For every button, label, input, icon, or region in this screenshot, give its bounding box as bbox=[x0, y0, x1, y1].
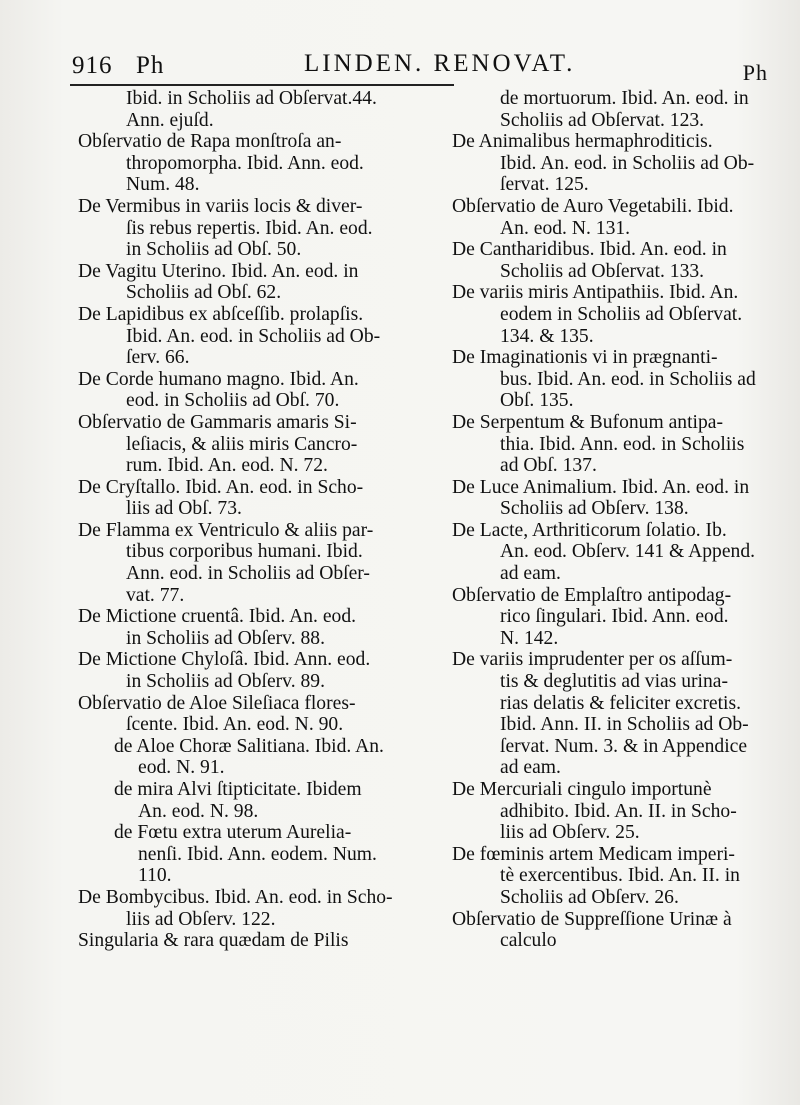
index-entry bbox=[452, 585, 788, 650]
entry-line: adhibito. Ibid. An. II. in Scho- bbox=[500, 800, 737, 822]
entry-line: De fœminis artem Medicam imperi- bbox=[452, 843, 735, 865]
entry-line: Ibid. Ann. II. in Scholiis ad Ob- bbox=[500, 714, 749, 736]
entry-line: de mortuorum. Ibid. An. eod. in bbox=[500, 88, 749, 109]
index-entry bbox=[78, 88, 450, 131]
index-entry bbox=[452, 779, 788, 844]
entry-line: tè exercentibus. Ibid. An. II. in bbox=[500, 865, 740, 887]
entry-line: Singularia & rara quædam de Pilis bbox=[78, 930, 349, 952]
entry-line: 134. & 135. bbox=[500, 325, 594, 347]
index-entry bbox=[78, 649, 450, 692]
entry-line: N. 142. bbox=[500, 627, 559, 649]
entry-line: thropomorpha. Ibid. Ann. eod. bbox=[126, 152, 364, 174]
header-rule bbox=[70, 84, 454, 86]
entry-line: Obſervatio de Suppreſſione Urinæ à bbox=[452, 908, 732, 930]
index-entry bbox=[452, 131, 788, 196]
entry-line: bus. Ibid. An. eod. in Scholiis ad bbox=[500, 368, 756, 390]
index-entry bbox=[452, 196, 788, 239]
index-entry bbox=[452, 239, 788, 282]
entry-line: liis ad Obſerv. 122. bbox=[126, 908, 276, 930]
index-entry bbox=[452, 347, 788, 412]
index-entry bbox=[452, 282, 788, 347]
section-abbreviation-left: Ph bbox=[136, 52, 165, 79]
page-header bbox=[72, 50, 782, 84]
entry-line: Obſervatio de Emplaſtro antipodag- bbox=[452, 584, 732, 606]
index-entry bbox=[78, 261, 450, 304]
index-entry bbox=[78, 693, 450, 736]
entry-line: liis ad Obſ. 73. bbox=[126, 498, 242, 520]
entry-line: rico ſingulari. Ibid. Ann. eod. bbox=[500, 606, 729, 628]
index-entry bbox=[452, 844, 788, 909]
entry-line: De Imaginationis vi in prægnanti- bbox=[452, 347, 718, 369]
entry-line: De Bombycibus. Ibid. An. eod. in Scho- bbox=[78, 886, 393, 908]
entry-line: calculo bbox=[500, 930, 557, 952]
entry-line: De Flamma ex Ventriculo & aliis par- bbox=[78, 519, 374, 541]
entry-line: Num. 48. bbox=[126, 174, 200, 196]
entry-line: de mira Alvi ſtipticitate. Ibidem bbox=[114, 779, 362, 800]
entry-line: Ibid. An. eod. in Scholiis ad Ob- bbox=[500, 152, 755, 174]
index-entry bbox=[78, 412, 450, 477]
entry-line: De variis imprudenter per os aſſum- bbox=[452, 649, 733, 671]
entry-line: Obſervatio de Rapa monſtroſa an- bbox=[78, 131, 342, 153]
entry-line: eod. in Scholiis ad Obſ. 70. bbox=[126, 390, 340, 412]
entry-line: ſis rebus repertis. Ibid. An. eod. bbox=[126, 217, 373, 239]
index-entry bbox=[452, 909, 788, 952]
entry-line: rum. Ibid. An. eod. N. 72. bbox=[126, 455, 328, 477]
entry-line: in Scholiis ad Obſ. 50. bbox=[126, 239, 302, 261]
index-entry bbox=[78, 822, 450, 887]
entry-line: Scholiis ad Obſ. 62. bbox=[126, 282, 282, 304]
section-abbreviation-right: Ph bbox=[742, 60, 768, 85]
index-entry bbox=[452, 520, 788, 585]
index-entry bbox=[78, 736, 450, 779]
index-entry bbox=[78, 196, 450, 261]
index-entry bbox=[78, 779, 450, 822]
entry-line: De Serpentum & Bufonum antipa- bbox=[452, 411, 723, 433]
entry-line: 110. bbox=[138, 865, 172, 887]
entry-line: thia. Ibid. Ann. eod. in Scholiis bbox=[500, 433, 745, 455]
index-entry bbox=[78, 304, 450, 369]
entry-line: De Vagitu Uterino. Ibid. An. eod. in bbox=[78, 260, 359, 282]
entry-line: Obſervatio de Gammaris amaris Si- bbox=[78, 411, 357, 433]
index-entry bbox=[78, 477, 450, 520]
entry-line: De Luce Animalium. Ibid. An. eod. in bbox=[452, 476, 750, 498]
entry-line: ad eam. bbox=[500, 563, 561, 585]
entry-line: Ann. ejuſd. bbox=[126, 109, 214, 131]
entry-line: Scholiis ad Obſervat. 133. bbox=[500, 260, 705, 282]
entry-line: Obſ. 135. bbox=[500, 390, 574, 412]
entry-line: De Cantharidibus. Ibid. An. eod. in bbox=[452, 239, 727, 261]
entry-line: eodem in Scholiis ad Obſervat. bbox=[500, 303, 743, 325]
entry-line: Scholiis ad Obſerv. 138. bbox=[500, 498, 689, 520]
left-column bbox=[78, 88, 450, 952]
entry-line: An. eod. Obſerv. 141 & Append. bbox=[500, 541, 756, 563]
running-title: LINDEN. RENOVAT. bbox=[304, 50, 576, 77]
entry-line: De Mercuriali cingulo importunè bbox=[452, 779, 712, 800]
index-entry bbox=[78, 369, 450, 412]
entry-line: Ibid. in Scholiis ad Obſervat.44. bbox=[126, 88, 377, 109]
entry-line: De Mictione cruentâ. Ibid. An. eod. bbox=[78, 606, 357, 628]
index-entry bbox=[452, 412, 788, 477]
entry-line: De Lapidibus ex abſceſſib. prolapſis. bbox=[78, 303, 364, 325]
entry-line: ſcente. Ibid. An. eod. N. 90. bbox=[126, 714, 344, 736]
entry-line: ſervat. Num. 3. & in Appendice bbox=[500, 735, 748, 757]
entry-line: leſiacis, & aliis miris Cancro- bbox=[126, 433, 358, 455]
index-entry bbox=[452, 88, 788, 131]
entry-line: Scholiis ad Obſerv. 26. bbox=[500, 886, 679, 908]
index-entry bbox=[78, 887, 450, 930]
entry-line: ſervat. 125. bbox=[500, 174, 589, 196]
entry-line: rias delatis & feliciter excretis. bbox=[500, 692, 742, 714]
index-entry bbox=[78, 131, 450, 196]
right-column bbox=[452, 88, 788, 952]
index-entry bbox=[452, 649, 788, 779]
entry-line: ad eam. bbox=[500, 757, 561, 779]
entry-line: de Fœtu extra uterum Aurelia- bbox=[114, 822, 352, 844]
index-entry bbox=[78, 606, 450, 649]
entry-line: vat. 77. bbox=[126, 584, 185, 606]
entry-line: Ibid. An. eod. in Scholiis ad Ob- bbox=[126, 325, 381, 347]
page-number: 916 bbox=[72, 52, 113, 79]
entry-line: in Scholiis ad Obſerv. 89. bbox=[126, 671, 325, 693]
entry-line: tis & deglutitis ad vias urina- bbox=[500, 671, 729, 693]
entry-line: An. eod. N. 98. bbox=[138, 800, 259, 822]
entry-line: in Scholiis ad Obſerv. 88. bbox=[126, 627, 325, 649]
entry-line: Scholiis ad Obſervat. 123. bbox=[500, 109, 705, 131]
entry-line: De Lacte, Arthriticorum ſolatio. Ib. bbox=[452, 519, 727, 541]
entry-line: ſerv. 66. bbox=[126, 347, 190, 369]
entry-line: Ann. eod. in Scholiis ad Obſer- bbox=[126, 563, 370, 585]
entry-line: Obſervatio de Auro Vegetabili. Ibid. bbox=[452, 195, 734, 217]
entry-line: tibus corporibus humani. Ibid. bbox=[126, 541, 363, 563]
entry-line: De Mictione Chyloſâ. Ibid. Ann. eod. bbox=[78, 649, 371, 671]
entry-line: nenſi. Ibid. Ann. eodem. Num. bbox=[138, 843, 377, 865]
entry-line: eod. N. 91. bbox=[138, 757, 225, 779]
entry-line: An. eod. N. 131. bbox=[500, 217, 631, 239]
entry-line: De variis miris Antipathiis. Ibid. An. bbox=[452, 282, 739, 304]
entry-line: De Corde humano magno. Ibid. An. bbox=[78, 368, 359, 390]
entry-line: ad Obſ. 137. bbox=[500, 455, 597, 477]
entry-line: De Vermibus in variis locis & diver- bbox=[78, 195, 363, 217]
entry-line: De Animalibus hermaphroditicis. bbox=[452, 131, 713, 153]
entry-line: de Aloe Choræ Salitiana. Ibid. An. bbox=[114, 735, 384, 757]
index-entry bbox=[452, 477, 788, 520]
entry-line: liis ad Obſerv. 25. bbox=[500, 822, 640, 844]
index-entry bbox=[78, 520, 450, 606]
entry-line: De Cryſtallo. Ibid. An. eod. in Scho- bbox=[78, 476, 364, 498]
entry-line: Obſervatio de Aloe Sileſiaca flores- bbox=[78, 692, 356, 714]
index-entry bbox=[78, 930, 450, 952]
